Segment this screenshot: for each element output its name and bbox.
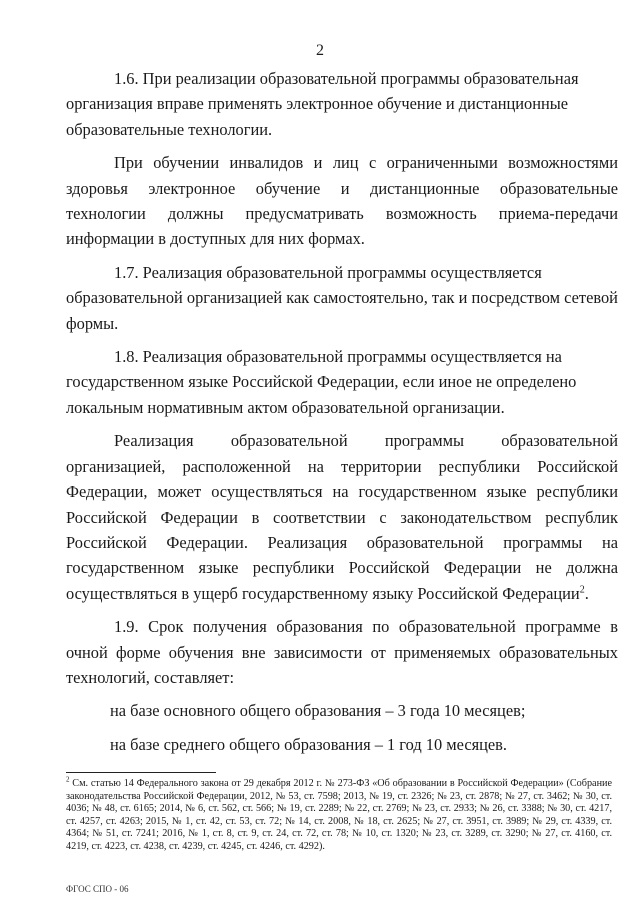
footnote-divider [66, 772, 216, 773]
paragraph-1-7: 1.7. Реализация образовательной программы осуществляется образовательной организацией как самостоятельно, так и посредством сетевой формы. [66, 262, 618, 333]
paragraph-disabled-learners: При обучении инвалидов и лиц с ограниченными возможностями здоровья электронное обучение и дистанционные образовательные технологии должны предусматривать возможность приема-передачи информации в доступных для них формах. [66, 153, 618, 249]
paragraph-republic-language-text: Реализация образовательной программы образовательной организацией, расположенной на территории республики Российской Федерации, может осуществляться на государственном языке республики Российской Федерации в соответствии с законодательством республик Российской Федерации. Реализация образовательной программы на государственном языке республики Российской Федерации не должна осуществляться в ущерб государственному языку Российской Федерации [66, 431, 618, 603]
footnote-marker: 2 [66, 775, 70, 784]
paragraph-1-8: 1.8. Реализация образовательной программы осуществляется на государственном языке Российской Федерации, если иное не определено локальным нормативным актом образовательной организации. [66, 347, 577, 417]
paragraph-1-6: 1.6. При реализации образовательной программы образовательная организация вправе применять электронное обучение и дистанционные образовательные технологии. [66, 69, 579, 139]
paragraph-1-9: 1.9. Срок получения образования по образовательной программе в очной форме обучения вне зависимости от применяемых образовательных технологий, составляет: [66, 617, 618, 687]
footnote [66, 775, 612, 854]
paragraph-republic-language: Реализация образовательной программы образовательной организацией, расположенной на территории республики Российской Федерации, может осуществляться на государственном языке республики Российской Федерации в соответствии с законодательством республик Российской Федерации. Реализация образовательной программы на государственном языке республики Российской Федерации не должна осуществляться в ущерб государственному языку Российской Федерации$^2$. [66, 431, 618, 603]
footnote-reference: 2 [579, 584, 585, 596]
footnote-text: См. статью 14 Федерального закона от 29 декабря 2012 г. № 273-ФЗ «Об образовании в Российской Федерации» (Собрание законодательства Российской Федерации, 2012, № 53, ст. 7598; 2013, № 19, ст. 2326; № 23, ст. 2878; № 27, ст. 3462; № 30, ст. 4036; № 48, ст. 6165; 2014, № 6, ст. 562, ст. 566; № 19, ст. 2289; № 22, ст. 2769; № 23, ст. 2933; № 26, ст. 3388; № 30, ст. 4217, ст. 4257, ст. 4263; 2015, № 1, ст. 42, ст. 53, ст. 72; № 14, ст. 2008, № 18, ст. 2625; № 27, ст. 3951, ст. 3989; № 29, ст. 4339, ст. 4364; № 51, ст. 7241; 2016, № 1, ст. 8, ст. 9, ст. 24, ст. 72, ст. 78; № 10, ст. 1320; № 23, ст. 3289, ст. 3290; № 27, ст. 4160, ст. 4219, ст. 4223, ст. 4238, ст. 4239, ст. 4245, ст. 4246, ст. 4292). [66, 778, 612, 852]
footer-label: ФГОС СПО - 06 [66, 884, 129, 894]
document-body [66, 66, 618, 757]
page-number: 2 [316, 42, 324, 59]
list-item-secondary-general: на базе среднего общего образования – 1 год 10 месяцев. [110, 734, 508, 754]
list-item-basic-general: на базе основного общего образования – 3 года 10 месяцев; [110, 701, 526, 721]
